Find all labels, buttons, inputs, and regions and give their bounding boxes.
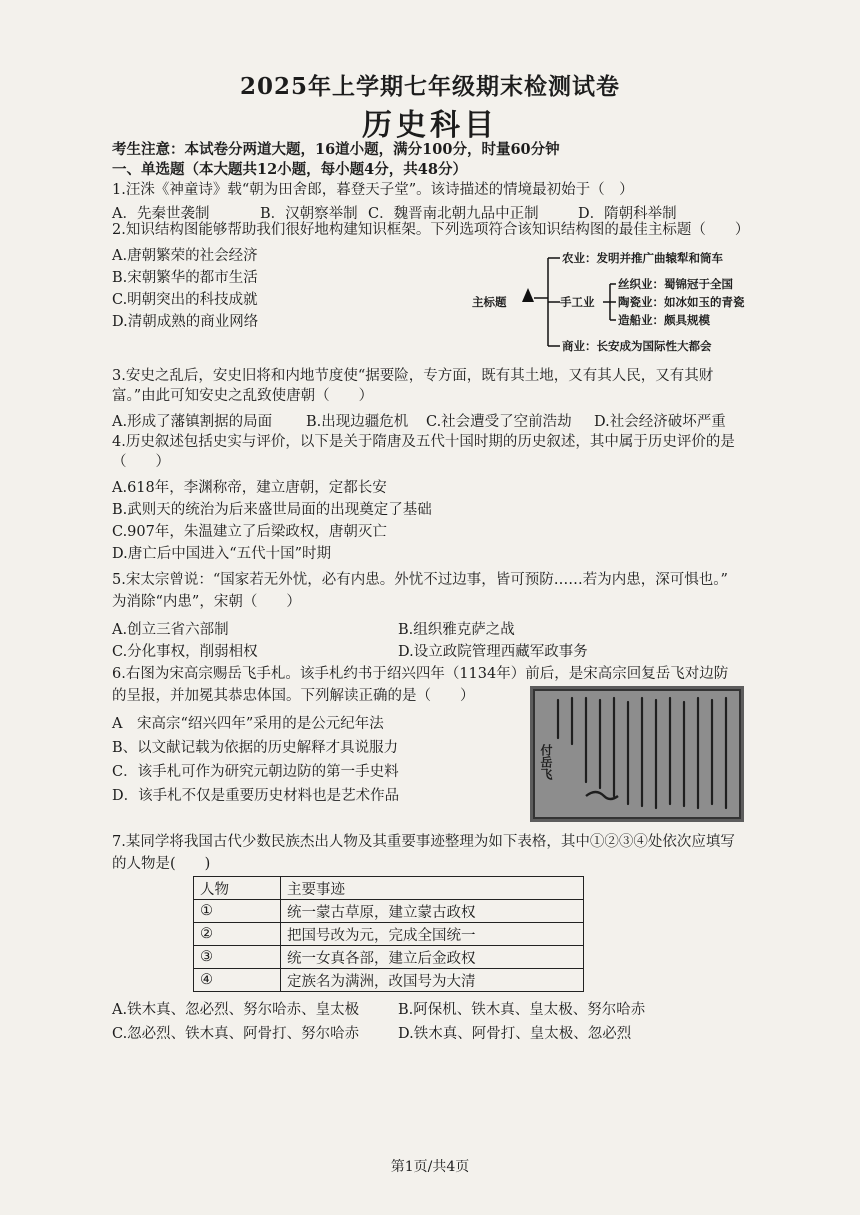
q7-option-d: D.铁木真、阿骨打、皇太极、忽必烈	[398, 1026, 632, 1042]
q5-option-b: B.组织雅克萨之战	[398, 622, 515, 638]
q4-option-a: A.618年，李渊称帝，建立唐朝，定都长安	[112, 480, 387, 496]
q5-option-d: D.设立政院管理西藏军政事务	[398, 644, 588, 660]
q7-option-c: C.忽必烈、铁木真、阿骨打、努尔哈赤	[112, 1026, 360, 1042]
exam-title: 2025年上学期七年级期末检测试卷	[239, 73, 620, 100]
q7-option-a: A.铁木真、忽必烈、努尔哈赤、皇太极	[112, 1002, 360, 1018]
page-number: 第1页/共4页	[390, 1159, 470, 1175]
q7-stem-line2: 的人物是( )	[112, 856, 211, 872]
table-row	[194, 900, 584, 923]
table-cell: 统一女真各部，建立后金政权	[281, 946, 584, 969]
diagram-porcelain: 陶瓷业：如冰如玉的青瓷	[618, 295, 745, 309]
q3-option-d: D.社会经济破坏严重	[594, 414, 726, 430]
q7-stem-line1: 7.某同学将我国古代少数民族杰出人物及其重要事迹整理为如下表格，其中①②③④处依次应填写	[112, 834, 735, 850]
diagram-handicraft: 手工业	[560, 295, 595, 309]
q1-option-b: B．汉朝察举制	[260, 206, 358, 222]
subject-title: 历史科目	[362, 108, 498, 143]
table-cell: ②	[194, 923, 281, 946]
handwritten-letter-image	[530, 686, 744, 822]
q5-stem-line2: 为消除“内患”，宋朝（ ）	[112, 594, 301, 610]
q2-option-b: B.宋朝繁华的都市生活	[112, 270, 258, 286]
q1-option-a: A．先秦世袭制	[112, 206, 210, 222]
q6-option-b: B、以文献记载为依据的历史解释才具说服力	[112, 740, 399, 756]
knowledge-diagram	[470, 240, 750, 360]
table-cell: ①	[194, 900, 281, 923]
q2-option-d: D.清朝成熟的商业网络	[112, 314, 259, 330]
notice-text: 本试卷分两道大题，16道小题，满分100分，时量60分钟	[184, 141, 560, 158]
q3-option-c: C.社会遭受了空前浩劫	[426, 414, 572, 430]
q4-stem-line2: （ ）	[112, 454, 170, 470]
q1-option-d: D．隋朝科举制	[578, 206, 677, 222]
table-row	[194, 969, 584, 992]
diagram-main-title: 主标题	[472, 295, 507, 309]
q2-option-c: C.明朝突出的科技成就	[112, 292, 258, 308]
section-heading: 一、单选题（本大题共12小题，每小题4分，共48分）	[112, 161, 467, 178]
table-cell: ③	[194, 946, 281, 969]
q3-option-b: B.出现边疆危机	[306, 414, 409, 430]
handwritten-letter-caption: 付岳飞	[539, 744, 553, 780]
q7-option-b: B.阿保机、铁木真、皇太极、努尔哈赤	[398, 1002, 646, 1018]
table-cell: ④	[194, 969, 281, 992]
table-cell: 把国号改为元，完成全国统一	[281, 923, 584, 946]
table-cell: 统一蒙古草原，建立蒙古政权	[281, 900, 584, 923]
q6-stem-line2: 的呈报，并加冕其恭忠体国。下列解读正确的是（ ）	[112, 688, 475, 704]
q3-stem-line1: 3.安史之乱后，安史旧将和内地节度使“据要险，专方面，既有其土地，又有其人民，又有其财	[112, 368, 714, 384]
diagram-agriculture: 农业：发明并推广曲辕犁和筒车	[562, 251, 723, 265]
diagram-shipbuilding: 造船业：颇具规模	[618, 313, 710, 327]
figures-table	[193, 876, 584, 992]
q6-option-c: C．该手札可作为研究元朝边防的第一手史料	[112, 764, 399, 780]
q4-stem-line1: 4.历史叙述包括史实与评价，以下是关于隋唐及五代十国时期的历史叙述，其中属于历史评价的是	[112, 434, 735, 450]
handwritten-letter-caption-area	[530, 686, 570, 822]
diagram-silk: 丝织业：蜀锦冠于全国	[618, 277, 733, 291]
notice	[112, 140, 560, 160]
diagram-commerce: 商业：长安成为国际性大都会	[562, 339, 712, 353]
q6-stem-line1: 6.右图为宋高宗赐岳飞手札。该手札约书于绍兴四年（1134年）前后，是宋高宗回复岳飞对边防	[112, 666, 729, 682]
q5-option-a: A.创立三省六部制	[112, 622, 229, 638]
notice-label: 考生注意：	[112, 141, 185, 158]
table-header-cell: 主要事迹	[281, 877, 584, 900]
table-header-row	[194, 877, 584, 900]
q4-option-c: C.907年，朱温建立了后梁政权，唐朝灭亡	[112, 524, 387, 540]
q3-option-a: A.形成了藩镇割据的局面	[112, 414, 273, 430]
table-header-cell: 人物	[194, 877, 281, 900]
q4-option-d: D.唐亡后中国进入“五代十国”时期	[112, 546, 332, 562]
q4-option-b: B.武则天的统治为后来盛世局面的出现奠定了基础	[112, 502, 432, 518]
q1-stem: 1.汪洙《神童诗》载“朝为田舍郎，暮登天子堂”。该诗描述的情境最初始于（ ）	[112, 182, 634, 198]
table-cell: 定族名为满洲，改国号为大清	[281, 969, 584, 992]
triangle-icon	[522, 288, 534, 302]
q6-option-a: A 宋高宗“绍兴四年”采用的是公元纪年法	[112, 716, 384, 732]
q5-option-c: C.分化事权，削弱相权	[112, 644, 258, 660]
q5-stem-line1: 5.宋太宗曾说：“国家若无外忧，必有内患。外忧不过边事，皆可预防……若为内患，深可惧也。”	[112, 572, 728, 588]
q2-stem: 2.知识结构图能够帮助我们很好地构建知识框架。下列选项符合该知识结构图的最佳主标题（ ）	[112, 222, 750, 238]
table-row	[194, 946, 584, 969]
q1-option-c: C．魏晋南北朝九品中正制	[368, 206, 539, 222]
q2-option-a: A.唐朝繁荣的社会经济	[112, 248, 258, 264]
q6-option-d: D．该手札不仅是重要历史材料也是艺术作品	[112, 788, 400, 804]
table-row	[194, 923, 584, 946]
q3-stem-line2: 富。”由此可知安史之乱致使唐朝（ ）	[112, 388, 374, 404]
